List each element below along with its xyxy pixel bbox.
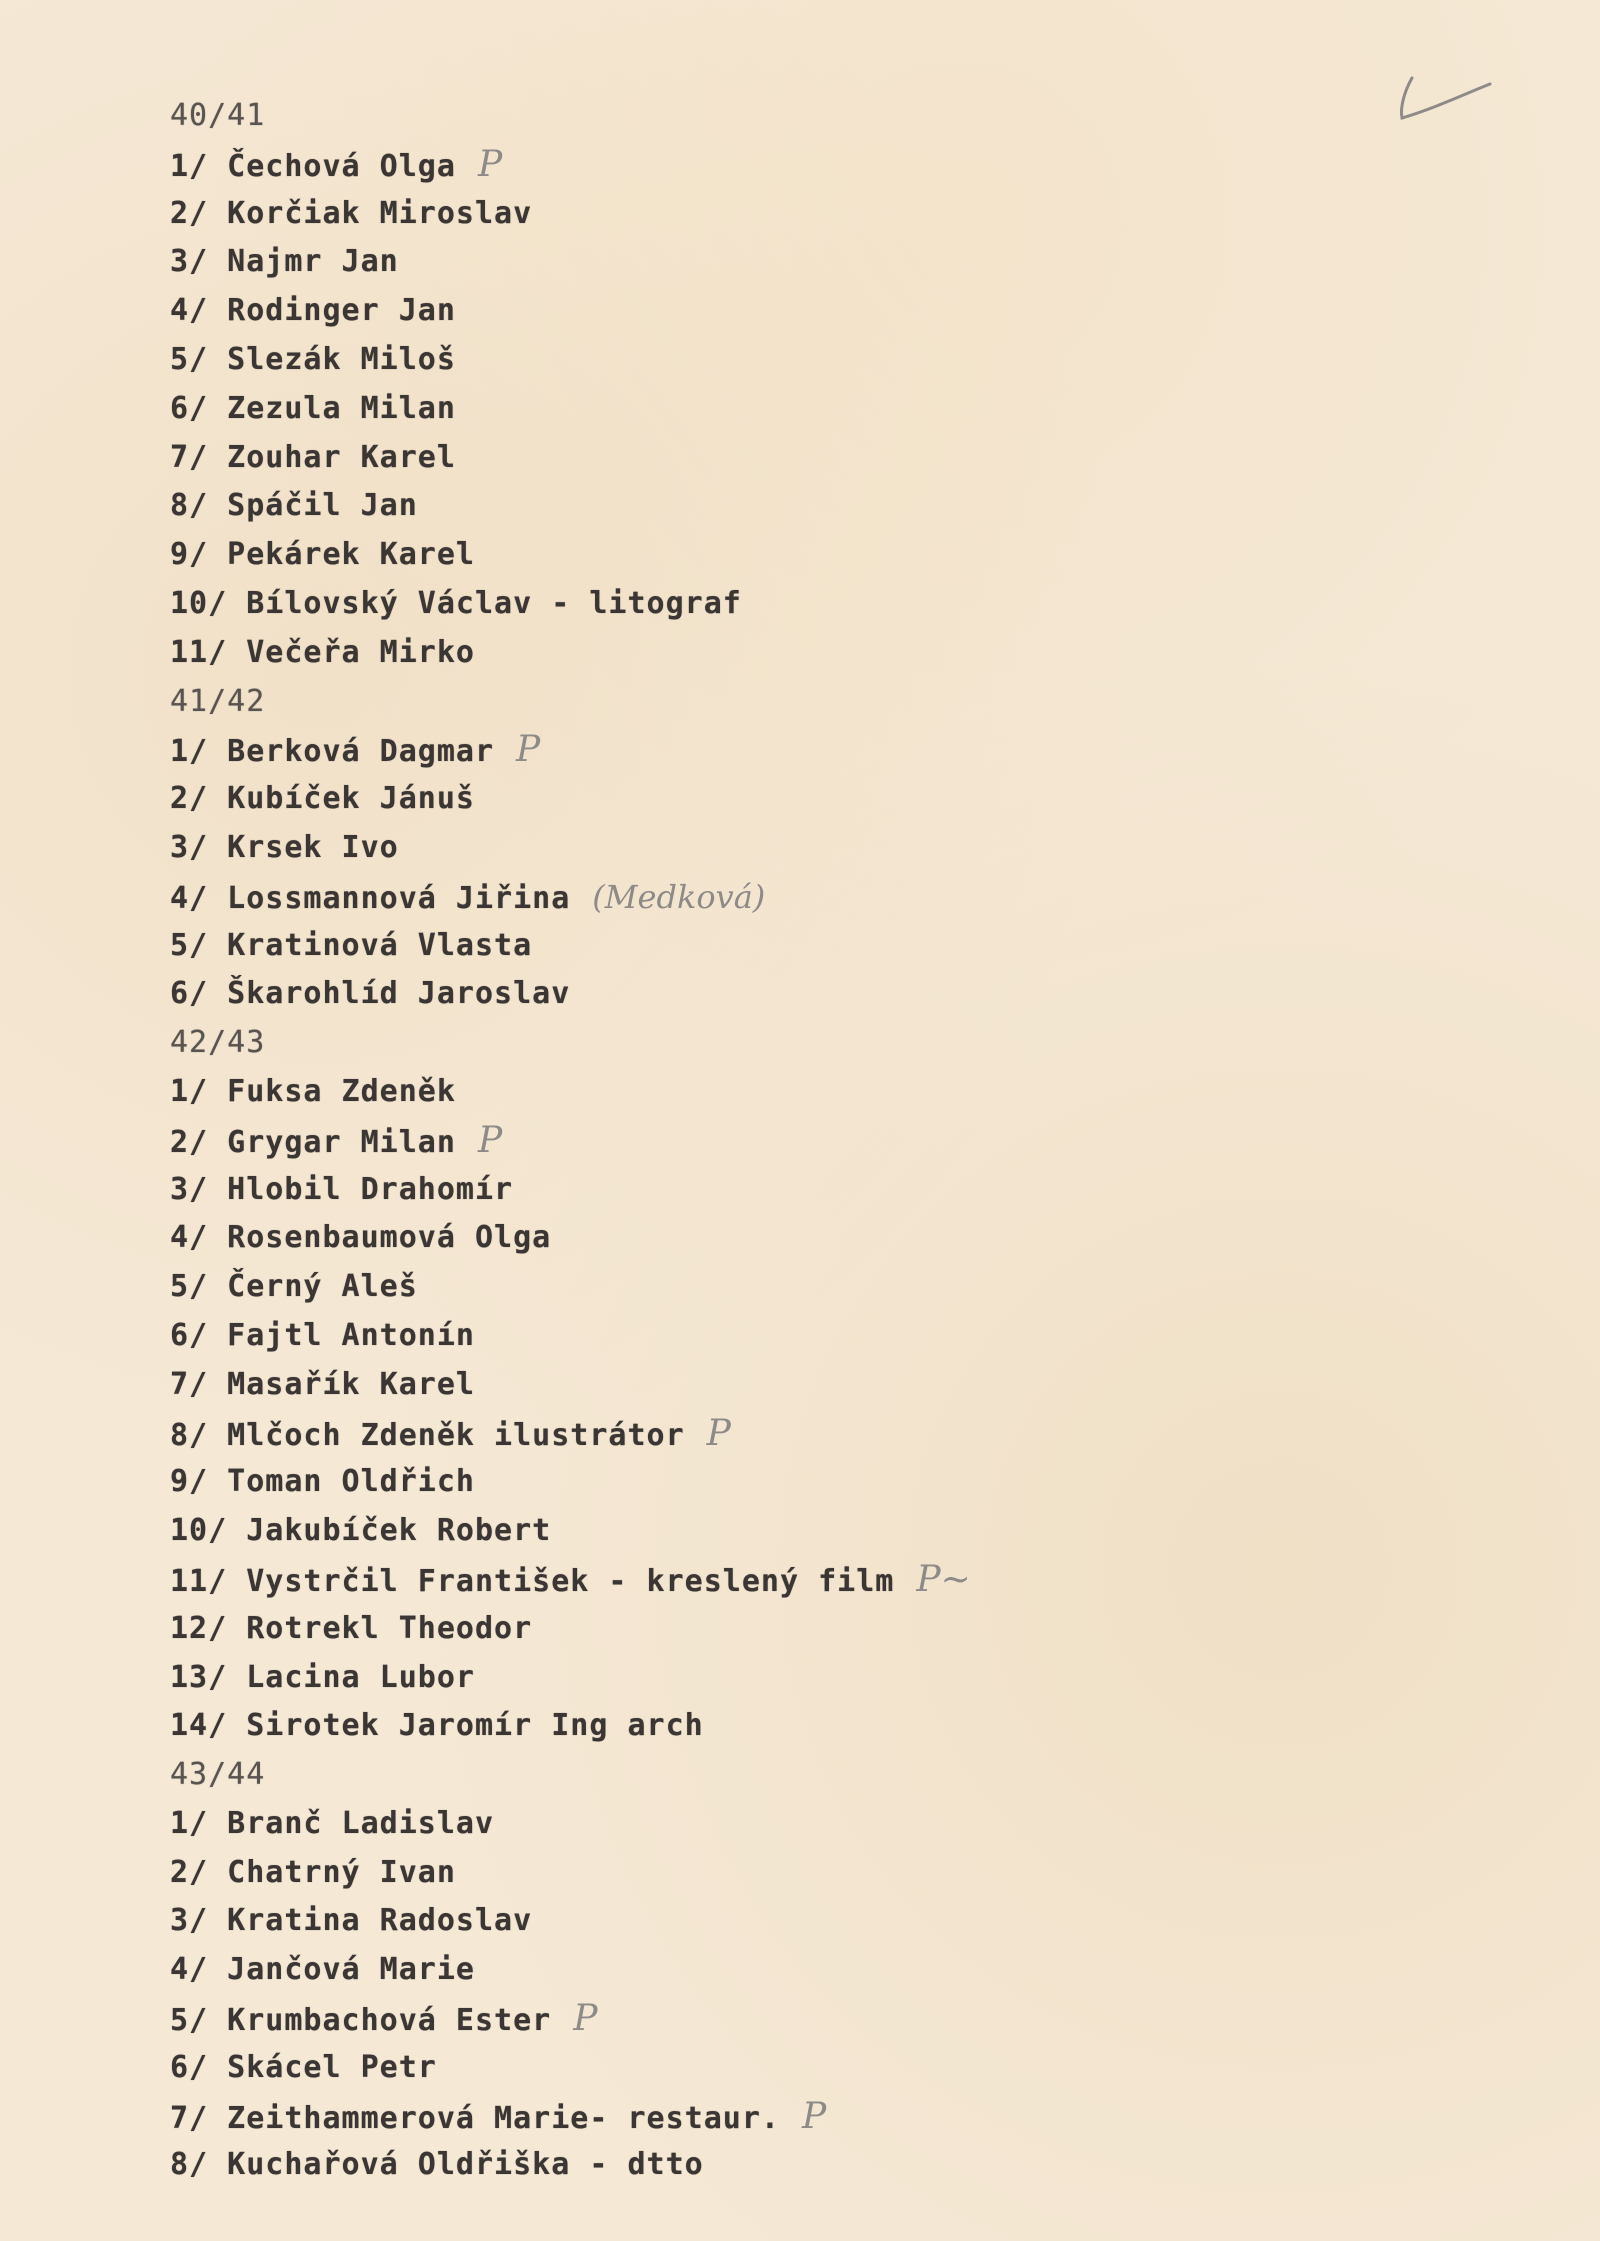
list-item <box>170 1897 971 1946</box>
entry-text: 5/ Slezák Miloš <box>170 341 456 377</box>
list-item <box>170 1214 971 1263</box>
list-item <box>170 629 971 678</box>
entry-text: 4/ Rosenbaumová Olga <box>170 1220 552 1256</box>
list-item <box>170 336 971 385</box>
list-item <box>170 1702 971 1751</box>
list-item <box>170 1995 971 2044</box>
student-list <box>170 92 971 2190</box>
entry-text: 3/ Kratina Radoslav <box>170 1903 533 1939</box>
entry-text: 8/ Kuchařová Oldřiška - dtto <box>170 2147 704 2183</box>
handwritten-note: P <box>477 143 503 185</box>
list-item <box>170 531 971 580</box>
entry-text: 2/ Grygar Milan <box>170 1124 456 1160</box>
entry-text: 8/ Spáčil Jan <box>170 488 418 524</box>
list-item <box>170 970 971 1019</box>
list-item <box>170 1361 971 1410</box>
entry-text: 7/ Zeithammerová Marie- restaur. <box>170 2100 780 2136</box>
list-item <box>170 1166 971 1215</box>
handwritten-note: P <box>573 1998 598 2040</box>
entry-text: 10/ Jakubíček Robert <box>170 1513 552 1549</box>
list-item <box>170 726 971 775</box>
list-item <box>170 1800 971 1849</box>
list-item <box>170 922 971 971</box>
list-item <box>170 190 971 239</box>
list-item <box>170 2044 971 2093</box>
entry-text: 1/ Fuksa Zdeněk <box>170 1073 456 1109</box>
entry-text: 6/ Fajtl Antonín <box>170 1317 475 1353</box>
list-item <box>170 1849 971 1898</box>
entry-text: 13/ Lacina Lubor <box>170 1659 475 1695</box>
list-item <box>170 2093 971 2142</box>
entry-text: 9/ Pekárek Karel <box>170 537 475 573</box>
entry-text: 2/ Kubíček Jánuš <box>170 781 475 817</box>
list-item <box>170 775 971 824</box>
list-item <box>170 141 971 190</box>
year-heading: 41/42 <box>170 683 266 719</box>
list-item <box>170 1946 971 1995</box>
list-item <box>170 434 971 483</box>
list-item <box>170 1605 971 1654</box>
handwritten-note: P <box>706 1412 731 1454</box>
list-item <box>170 1312 971 1361</box>
entry-text: 6/ Škarohlíd Jaroslav <box>170 976 571 1012</box>
entry-text: 11/ Vystrčil František - kreslený film <box>170 1563 895 1599</box>
entry-text: 11/ Večeřa Mirko <box>170 634 475 670</box>
year-heading: 40/41 <box>170 98 266 133</box>
list-item <box>170 580 971 629</box>
list-item <box>170 873 971 922</box>
entry-text: 1/ Berková Dagmar <box>170 734 495 770</box>
list-item <box>170 238 971 287</box>
entry-text: 4/ Lossmannová Jiřina <box>170 880 571 916</box>
list-item <box>170 482 971 531</box>
entry-text: 10/ Bílovský Václav - litograf <box>170 585 742 621</box>
entry-text: 1/ Čechová Olga <box>170 148 456 184</box>
entry-text: 6/ Zezula Milan <box>170 390 456 426</box>
entry-text: 8/ Mlčoch Zdeněk ilustrátor <box>170 1417 685 1453</box>
entry-text: 5/ Krumbachová Ester <box>170 2003 552 2039</box>
list-item <box>170 287 971 336</box>
list-item <box>170 1507 971 1556</box>
list-item <box>170 1263 971 1312</box>
list-item <box>170 1068 971 1117</box>
handwritten-note: P <box>477 1119 503 1161</box>
handwritten-note: P~ <box>916 1558 971 1600</box>
list-item <box>170 385 971 434</box>
handwritten-note: P <box>801 2095 827 2137</box>
entry-text: 3/ Najmr Jan <box>170 244 399 280</box>
entry-text: 5/ Černý Aleš <box>170 1269 418 1305</box>
list-item <box>170 2141 971 2190</box>
year-heading: 43/44 <box>170 1757 266 1793</box>
entry-text: 9/ Toman Oldřich <box>170 1464 475 1500</box>
handwritten-note: (Medková) <box>592 877 766 916</box>
year-heading: 42/43 <box>170 1025 266 1061</box>
list-item <box>170 1556 971 1605</box>
entry-text: 7/ Masařík Karel <box>170 1366 475 1402</box>
entry-text: 14/ Sirotek Jaromír Ing arch <box>170 1708 704 1744</box>
list-item <box>170 1117 971 1166</box>
entry-text: 4/ Rodinger Jan <box>170 293 456 329</box>
entry-text: 3/ Krsek Ivo <box>170 829 399 865</box>
list-item <box>170 1654 971 1703</box>
entry-text: 3/ Hlobil Drahomír <box>170 1171 514 1207</box>
list-item <box>170 1410 971 1459</box>
entry-text: 6/ Skácel Petr <box>170 2049 437 2085</box>
entry-text: 7/ Zouhar Karel <box>170 439 456 475</box>
check-mark-icon <box>1390 70 1510 130</box>
list-item <box>170 824 971 873</box>
entry-text: 2/ Korčiak Miroslav <box>170 195 533 231</box>
handwritten-note: P <box>516 729 541 771</box>
entry-text: 12/ Rotrekl Theodor <box>170 1610 533 1646</box>
entry-text: 1/ Branč Ladislav <box>170 1805 495 1841</box>
entry-text: 2/ Chatrný Ivan <box>170 1854 456 1890</box>
list-item <box>170 1458 971 1507</box>
entry-text: 4/ Jančová Marie <box>170 1952 475 1988</box>
entry-text: 5/ Kratinová Vlasta <box>170 927 533 963</box>
